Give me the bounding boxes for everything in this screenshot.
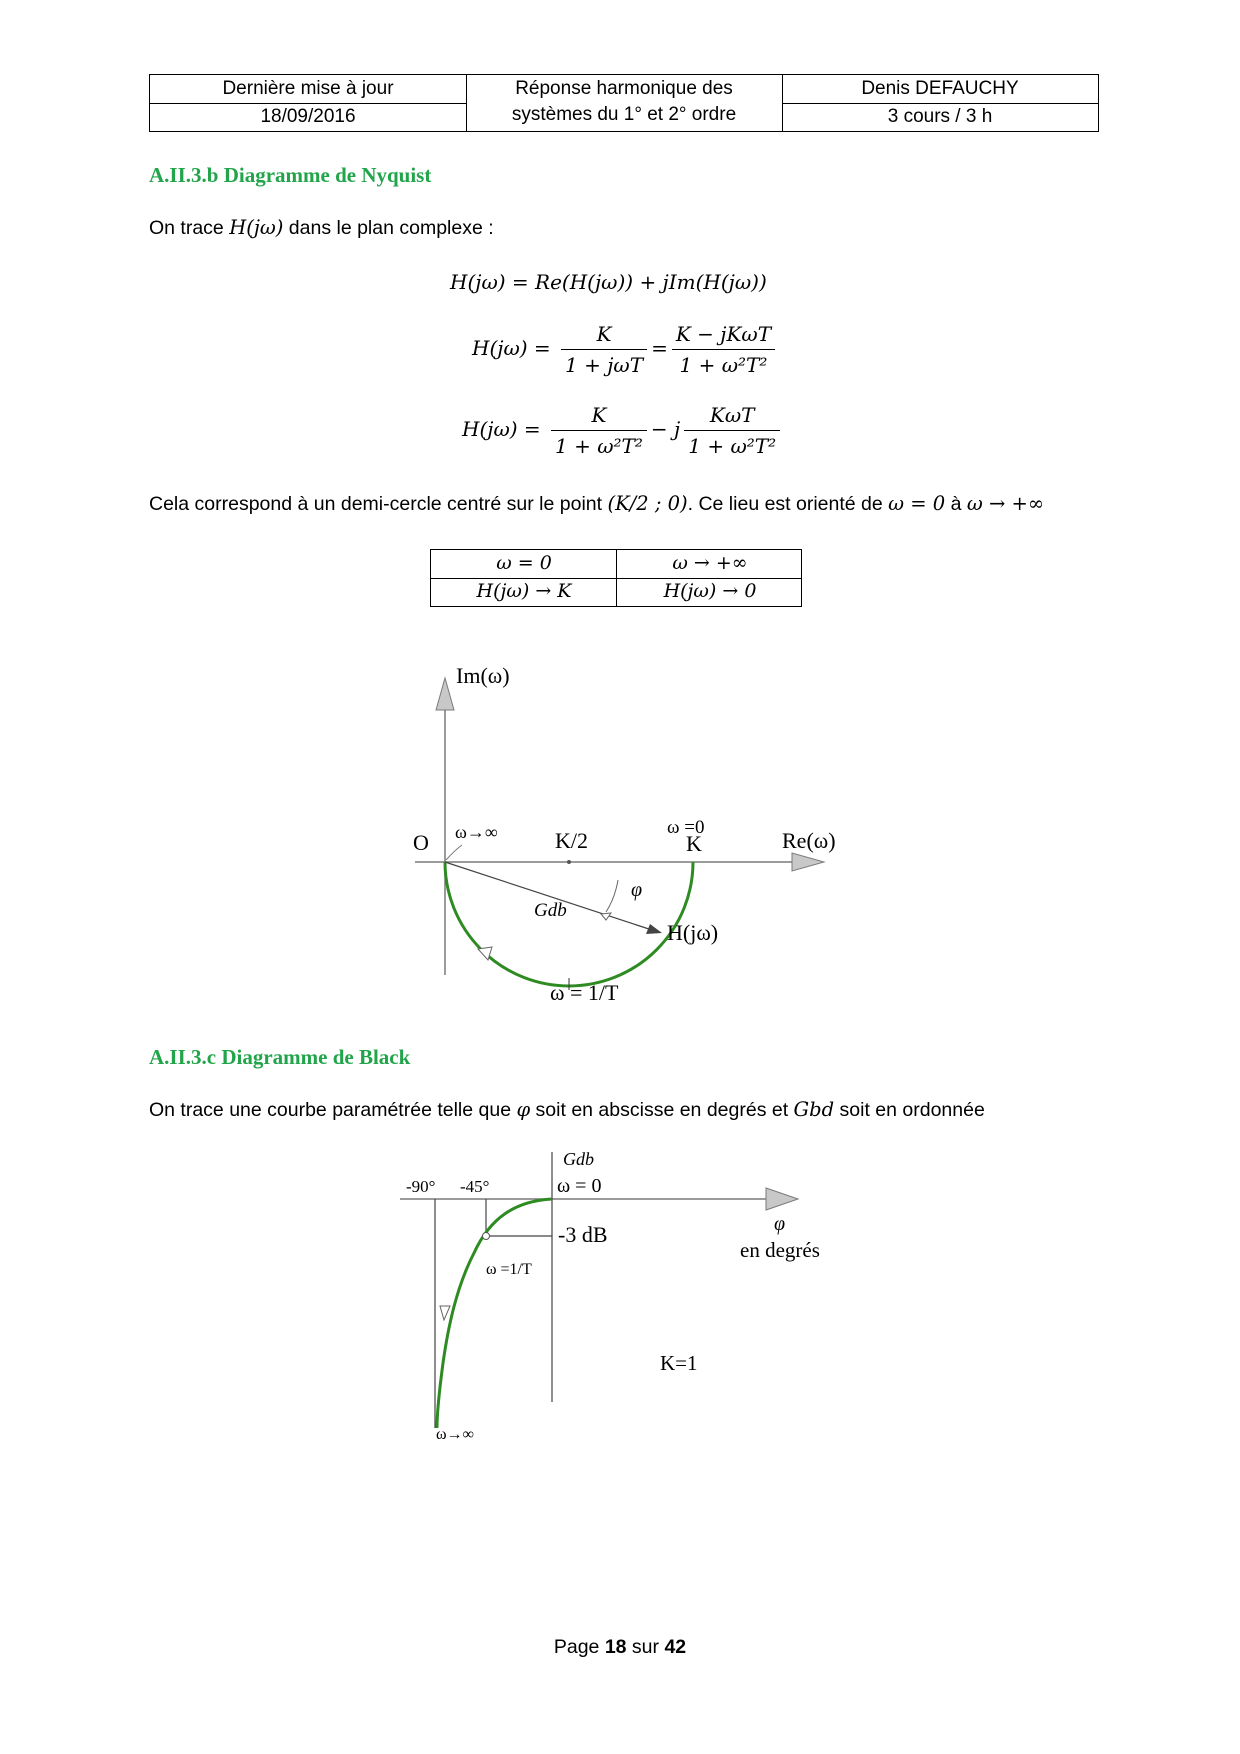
- limit-value-1: H(jω) → K: [476, 580, 572, 602]
- eq2-fraction-1: $\frac{K}{\text{1 + jωT}}$: [561, 322, 647, 377]
- omega-inf-pointer: [446, 845, 462, 860]
- omega-zero-label: ω = 0: [557, 1175, 602, 1197]
- omega-1t-point: [483, 1233, 490, 1240]
- gbd-symbol: Gbd: [793, 1098, 835, 1121]
- black-curve: [437, 1199, 552, 1428]
- eq3-lhs: H(jω) =: [462, 417, 541, 441]
- im-label: Im(ω): [456, 663, 510, 688]
- black-diagram: [390, 1138, 860, 1453]
- phi-arc: [606, 880, 618, 912]
- update-label: Dernière mise à jour: [222, 78, 394, 99]
- re-axis-arrow: [792, 853, 824, 871]
- k-label: K: [686, 831, 702, 856]
- eq2-lhs: H(jω) =: [472, 336, 551, 360]
- phi-label: φ: [631, 879, 643, 901]
- nyquist-curve: [445, 862, 693, 986]
- re-label: Re(ω): [782, 828, 836, 853]
- course-title-line2: systèmes du 1° et 2° ordre: [511, 104, 737, 125]
- h-vector: [445, 862, 658, 932]
- omega-1t-label: ω =1/T: [486, 1261, 532, 1278]
- h-label: H(jω): [667, 920, 719, 945]
- update-date: 18/09/2016: [260, 106, 356, 127]
- equation-3: H(jω) = $\frac{K}{\text{1 + ω²T²}}$ − j $\frac{\text{KωT}}{\text{1 + ω²T²}}$: [462, 403, 784, 458]
- page-total: 42: [664, 1636, 687, 1658]
- black-section-title: A.II.3.c Diagramme de Black: [149, 1045, 411, 1069]
- intro-prefix: On trace: [149, 217, 230, 239]
- page-footer: Page 18 sur 42: [553, 1636, 687, 1658]
- im-axis-arrow: [436, 678, 454, 710]
- minus-45-label: -45°: [460, 1177, 490, 1196]
- intro-math: H(jω): [229, 216, 284, 239]
- phi-axis-arrow: [766, 1188, 798, 1210]
- equation-1: H(jω) = Re(H(jω)) + jIm(H(jω)): [450, 270, 767, 294]
- direction-arrow-icon: [440, 1306, 450, 1320]
- center-point: (K/2 ; 0): [607, 492, 688, 515]
- eq2-fraction-2: $\frac{\text{K − jKωT}}{\text{1 + ω²T²}}$: [672, 322, 775, 377]
- limit-value-2: H(jω) → 0: [663, 580, 757, 602]
- omega-inf-label: ω→∞: [455, 822, 498, 842]
- page-number: 18: [604, 1636, 627, 1658]
- nyquist-diagram: [400, 650, 840, 1015]
- gdb-label: Gdb: [534, 900, 567, 921]
- equation-2: H(jω) = $\frac{K}{\text{1 + jωT}}$ = $\frac{\text{K − jKωT}}{\text{1 + ω²T²}}$: [472, 322, 779, 377]
- course-title-line1: Réponse harmonique des: [515, 78, 733, 99]
- omega-1t-label: ω = 1/T: [550, 980, 619, 1005]
- k-half-label: K/2: [555, 828, 588, 853]
- gdb-label: Gdb: [563, 1149, 594, 1169]
- minus-3db-label: -3 dB: [558, 1222, 608, 1247]
- nyquist-intro: [149, 216, 494, 240]
- eq3-fraction-1: $\frac{K}{\text{1 + ω²T²}}$: [551, 403, 647, 458]
- author: Denis DEFAUCHY: [861, 78, 1019, 99]
- limit-header-2: ω → +∞: [672, 552, 748, 574]
- intro-suffix: dans le plan complexe :: [283, 217, 494, 239]
- k1-label: K=1: [660, 1351, 698, 1375]
- duration: 3 cours / 3 h: [887, 106, 993, 127]
- eq3-fraction-2: $\frac{\text{KωT}}{\text{1 + ω²T²}}$: [684, 403, 780, 458]
- phi-label: φ: [774, 1213, 786, 1235]
- minus-90-label: -90°: [406, 1177, 436, 1196]
- limits-table: [430, 549, 802, 607]
- phi-symbol: φ: [516, 1098, 531, 1121]
- limit-header-1: ω = 0: [496, 552, 552, 574]
- black-sentence: On trace une courbe paramétrée telle que φ soit en abscisse en degrés et Gbd soit en ordonnée: [149, 1098, 985, 1121]
- header-table: [149, 74, 1099, 132]
- h-vector-arrowhead: [646, 924, 662, 934]
- omega-zero-label: ω =0: [667, 817, 705, 838]
- omega-inf-label: ω→∞: [436, 1426, 474, 1443]
- nyquist-sentence: Cela correspond à un demi-cercle centré sur le point (K/2 ; 0). Ce lieu est orienté de ω = 0 à ω → +∞: [149, 492, 1045, 515]
- k-half-point: [567, 860, 571, 864]
- origin-label: O: [413, 830, 429, 855]
- nyquist-section-title: A.II.3.b Diagramme de Nyquist: [149, 163, 432, 187]
- degrees-label: en degrés: [740, 1238, 820, 1262]
